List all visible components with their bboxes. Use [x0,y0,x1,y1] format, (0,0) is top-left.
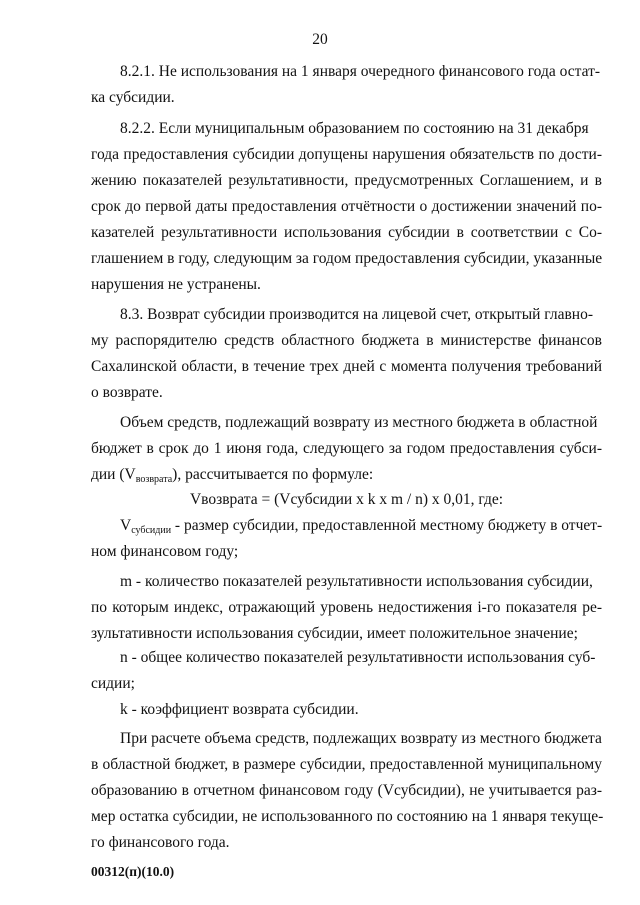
v-subsidy-subscript: субсидии [131,525,172,536]
paragraph-8-2-2-line: глашением в году, следующим за годом предоставления субсидии, указанные [91,250,603,267]
definition-m-line: m - количество показателей результативности использования субсидии, [120,573,593,590]
v-return-subscript: возврата [135,474,173,485]
paragraph-8-2-1-line: 8.2.1. Не использования на 1 января очередного финансового года остат- [120,63,601,80]
paragraph-8-3-line: 8.3. Возврат субсидии производится на лицевой счет, открытый главно- [120,306,593,323]
paragraph-8-2-2-line: 8.2.2. Если муниципальным образованием по состоянию на 31 декабря [120,120,589,137]
paragraph-8-2-2-line: срок до первой даты предоставления отчётности о достижении значений по- [91,198,602,215]
definition-n-line: n - общее количество показателей результативности использования суб- [120,649,596,666]
calculation-note-line: При расчете объема средств, подлежащих возврату из местного бюджета [120,730,602,747]
paragraph-8-2-2-line: года предоставления субсидии допущены нарушения обязательств по дости- [91,146,602,163]
definition-v-line: ном финансовом году; [91,543,239,560]
paragraph-8-2-2-line: жению показателей результативности, предусмотренных Соглашением, и в [91,172,602,189]
paragraph-8-3-line: о возврате. [91,384,163,401]
paragraph-8-2-1-line: ка субсидии. [91,89,175,106]
paragraph-8-2-2-line: казателей результативности использования субсидии в соответствии с Со- [91,224,602,241]
definition-m-line: по которым индекс, отражающий уровень недостижения i-го показателя ре- [91,599,602,616]
volume-paragraph-line: Объем средств, подлежащий возврату из местного бюджета в областной [120,414,598,431]
definition-v-line: $V_{субсидии}$ - размер субсидии, предоставленной местному бюджету в отчет- [120,517,603,536]
volume-paragraph-line: дии $(V_{возврата})$, рассчитывается по формуле: [91,466,374,485]
calculation-note-line: в областной бюджет, в размере субсидии, предоставленной муниципальному [91,756,602,773]
definition-m-line: зультативности использования субсидии, имеет положительное значение; [91,625,578,642]
calculation-note-line: мер остатка субсидии, не использованного по состоянию на 1 января текуще- [91,808,604,825]
volume-paragraph-line: бюджет в срок до 1 июня года, следующего за годом предоставления субси- [91,440,602,457]
return-formula: Vвозврата = (Vсубсидии x k x m / n) x 0,01, где: [189,491,504,508]
document-code: 00312(п)(10.0) [91,864,175,879]
page-number: 20 [312,31,328,48]
calculation-note-line: образованию в отчетном финансовом году (Vсубсидии), не учитывается раз- [91,782,602,799]
paragraph-8-2-2-line: нарушения не устранены. [91,276,261,293]
definition-k: k - коэффициент возврата субсидии. [120,701,359,718]
calculation-note-line: го финансового года. [91,834,230,851]
paragraph-8-3-line: Сахалинской области, в течение трех дней с момента получения требований [91,358,602,375]
definition-n-line: сидии; [91,675,135,692]
paragraph-8-3-line: му распорядителю средств областного бюджета в министерстве финансов [91,332,602,349]
